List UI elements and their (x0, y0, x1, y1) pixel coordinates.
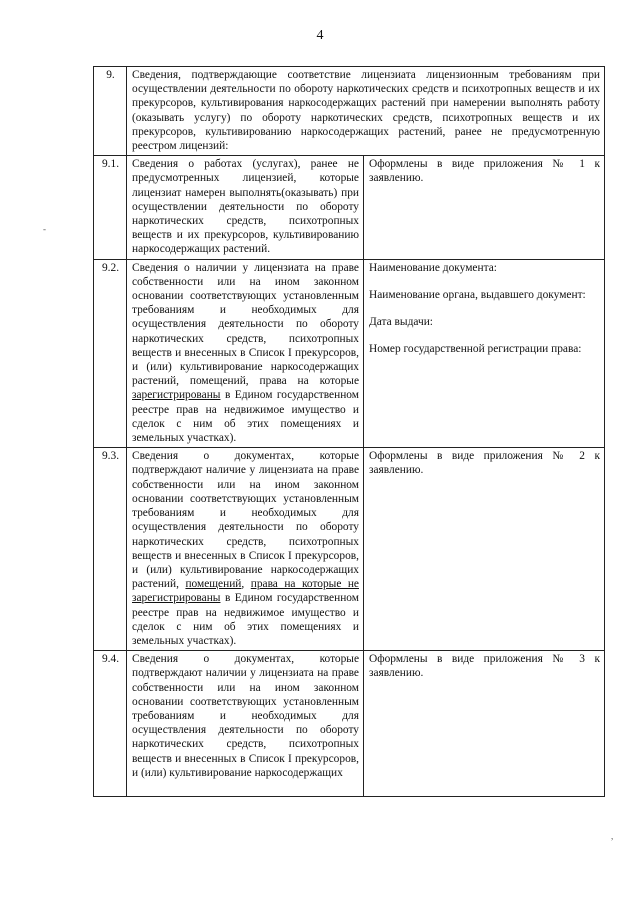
row-description (127, 651, 364, 797)
row-note: Оформлены в виде приложения № 2 к заявлению. (364, 448, 605, 651)
table-row-9-3 (94, 448, 605, 651)
table-row-9-4 (94, 651, 605, 797)
table-row-9-1 (94, 156, 605, 259)
table-row-9 (94, 67, 605, 156)
description-part: Сведения о документах, которые подтверждают наличие у лицензиата на праве собственности или на ином законном основании соответствующих установленным требованиям и необходимых для осуществления деятельности по обороту наркотических средств, психотропных веществ и внесенных в Список I прекурсоров, и (или) культивирование наркосодержащих растений, (132, 450, 359, 591)
field-document-name: Наименование документа: (369, 261, 497, 274)
row-description: Сведения о работах (услугах), ранее не предусмотренных лицензией, которые лицензиат намерен выполнять(оказывать) при осуществлении деятельности по обороту наркотических средств, психотропных веществ и их прекурсоров, культивированию наркосодержащих растений. (127, 156, 364, 259)
row-number: 9.2. (94, 259, 127, 448)
row-number: 9. (94, 67, 127, 156)
license-info-table (93, 66, 605, 797)
row-note: Оформлены в виде приложения № 3 к заявлению. (364, 651, 605, 797)
scan-mark: , (611, 831, 614, 841)
row-note: Оформлены в виде приложения № 1 к заявлению. (364, 156, 605, 259)
row-description (127, 448, 364, 651)
underlined-term: помещений (185, 578, 242, 591)
underlined-term: зарегистрированы (132, 389, 221, 402)
description-part: , (241, 578, 245, 591)
description-part: в Едином государственном реестре прав на недвижимое имущество и сделок с ним об этих помещениях и земельных участках). (132, 592, 359, 647)
row-description (127, 259, 364, 448)
scan-mark: - (43, 224, 46, 234)
field-issuing-authority: Наименование органа, выдавшего документ: (369, 288, 586, 301)
table-row-9-2 (94, 259, 605, 448)
page-number: 4 (316, 28, 324, 43)
row-number: 9.4. (94, 651, 127, 797)
description-part: Сведения о наличии у лицензиата на праве собственности или на ином законном основании соответствующих установленным требованиям и необходимых для осуществления деятельности по обороту наркотических средств, психотропных веществ и внесенных в Список I прекурсоров, и (или) культивирование наркосодержащих растений, помещений, права на которые (132, 261, 359, 388)
document-fields (364, 259, 605, 448)
description-part: в Едином государственном реестре прав на недвижимое имущество и сделок с ним об этих помещениях и земельных участках). (132, 389, 359, 445)
row-number: 9.1. (94, 156, 127, 259)
field-issue-date: Дата выдачи: (369, 316, 433, 329)
underlined-term: права на которые не зарегистрированы (132, 578, 359, 605)
section-heading-text: Сведения, подтверждающие соответствие лицензиата лицензионным требованиям при осуществлении деятельности по обороту наркотических средств и психотропных веществ и их прекурсоров, культивирования наркосодержащих растений при намерении выполнять работу (оказывать услугу) по обороту наркотических средств, психотропных веществ и их прекурсоров, культивированию наркосодержащих растений, ранее не предусмотренную реестром лицензий: (127, 67, 605, 156)
description-clip: Сведения о документах, которые подтверждают наличии у лицензиата на праве собственности или на ином законном основании соответствующих установленным требованиям и необходимых для осуществления деятельности по обороту наркотических средств, психотропных веществ и внесенных в Список I прекурсоров, и (или) культивирование наркосодержащих (132, 653, 359, 779)
field-registration-number: Номер государственной регистрации права: (369, 343, 582, 356)
row-number: 9.3. (94, 448, 127, 651)
